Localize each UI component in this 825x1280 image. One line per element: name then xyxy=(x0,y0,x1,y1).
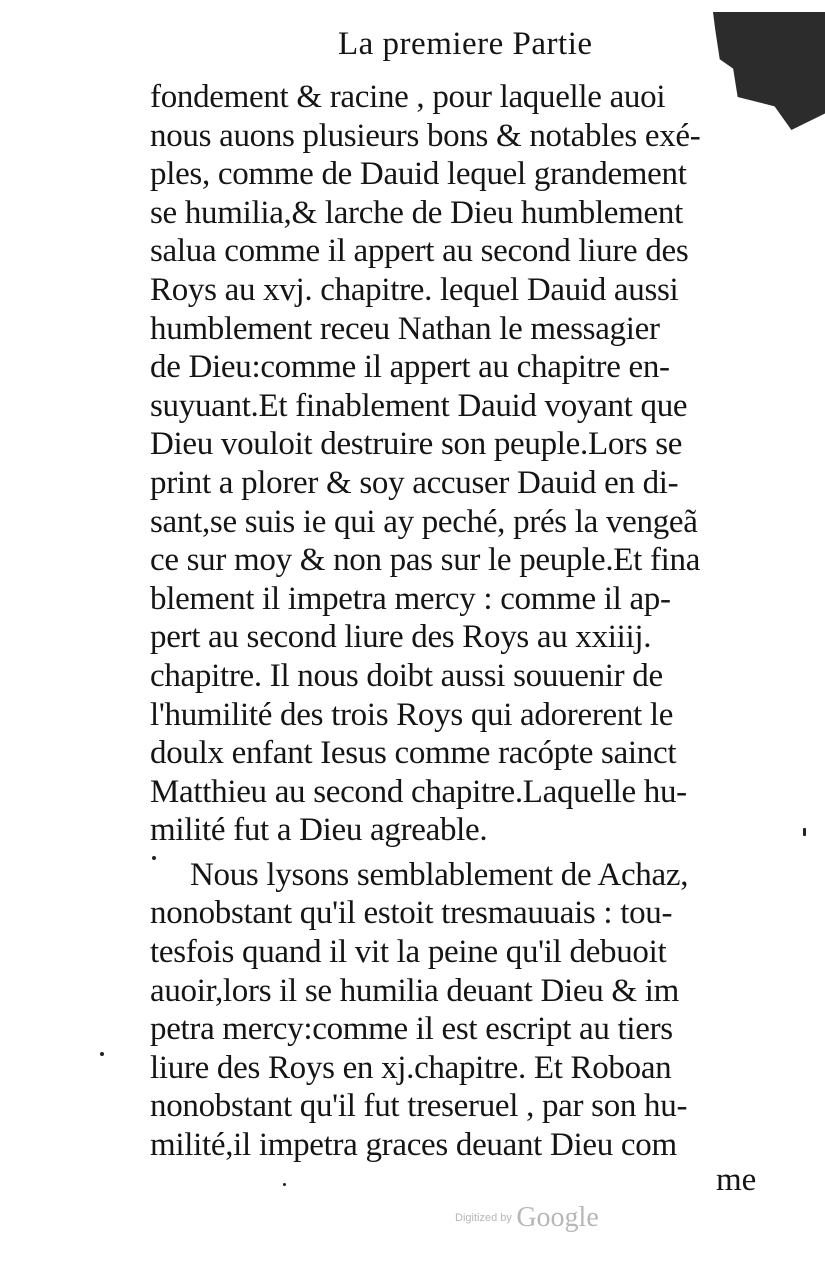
text-line: de Dieu:comme il appert au chapitre en- xyxy=(150,349,670,386)
text-line: nonobstant qu'il fut treseruel , par son hu- xyxy=(150,1088,688,1125)
text-line: suyuant.Et finablement Dauid voyant que xyxy=(150,387,688,424)
text-line: doulx enfant Iesus comme racópte sainct xyxy=(150,735,677,772)
text-line: milité,il impetra graces deuant Dieu com xyxy=(150,1127,677,1164)
ink-speck xyxy=(100,1052,104,1056)
text-line: tesfois quand il vit la peine qu'il debuoit xyxy=(150,934,667,971)
text-line: nous auons plusieurs bons & notables exé- xyxy=(150,117,701,154)
watermark-prefix: Digitized by xyxy=(455,1212,512,1224)
text-line: milité fut a Dieu agreable. xyxy=(150,812,488,849)
text-line: pert au second liure des Roys au xxiiij. xyxy=(150,619,652,656)
body-text xyxy=(150,78,778,1165)
text-line: petra mercy:comme il est escript au tiers xyxy=(150,1011,673,1048)
text-line: se humilia,& larche de Dieu humblement xyxy=(150,194,683,231)
text-line: liure des Roys en xj.chapitre. Et Roboan xyxy=(150,1049,672,1086)
ink-speck xyxy=(803,828,806,836)
catchword: me xyxy=(716,1162,757,1198)
text-line: salua comme il appert au second liure des xyxy=(150,233,689,270)
paragraph-start-line: Nous lysons semblablement de Achaz, xyxy=(190,856,689,893)
text-line: print a plorer & soy accuser Dauid en di- xyxy=(150,464,679,501)
watermark-brand: Google xyxy=(516,1202,599,1233)
text-line: fondement & racine , pour laquelle auoi xyxy=(150,79,666,115)
text-line: chapitre. Il nous doibt aussi souuenir de xyxy=(150,657,663,694)
text-line: ples, comme de Dauid lequel grandement xyxy=(150,156,687,193)
text-line: nonobstant qu'il estoit tresmauuais : tou- xyxy=(150,895,673,932)
text-line: ce sur moy & non pas sur le peuple.Et fina xyxy=(150,542,701,579)
text-line: l'humilité des trois Roys qui adorerent le xyxy=(150,696,674,733)
text-line: Roys au xvj. chapitre. lequel Dauid aussi xyxy=(150,271,679,308)
ink-speck xyxy=(283,1183,286,1186)
text-line: Matthieu au second chapitre.Laquelle hu- xyxy=(150,773,687,810)
text-line: blement il impetra mercy : comme il ap- xyxy=(150,580,671,617)
text-line: auoir,lors il se humilia deuant Dieu & im xyxy=(150,972,679,1009)
text-line: humblement receu Nathan le messagier xyxy=(150,310,660,347)
digitized-watermark xyxy=(455,1202,599,1234)
text-line: sant,se suis ie qui ay peché, prés la vengeã xyxy=(150,503,698,540)
running-head: La premiere Partie xyxy=(338,26,593,62)
text-line: Dieu vouloit destruire son peuple.Lors se xyxy=(150,426,683,463)
